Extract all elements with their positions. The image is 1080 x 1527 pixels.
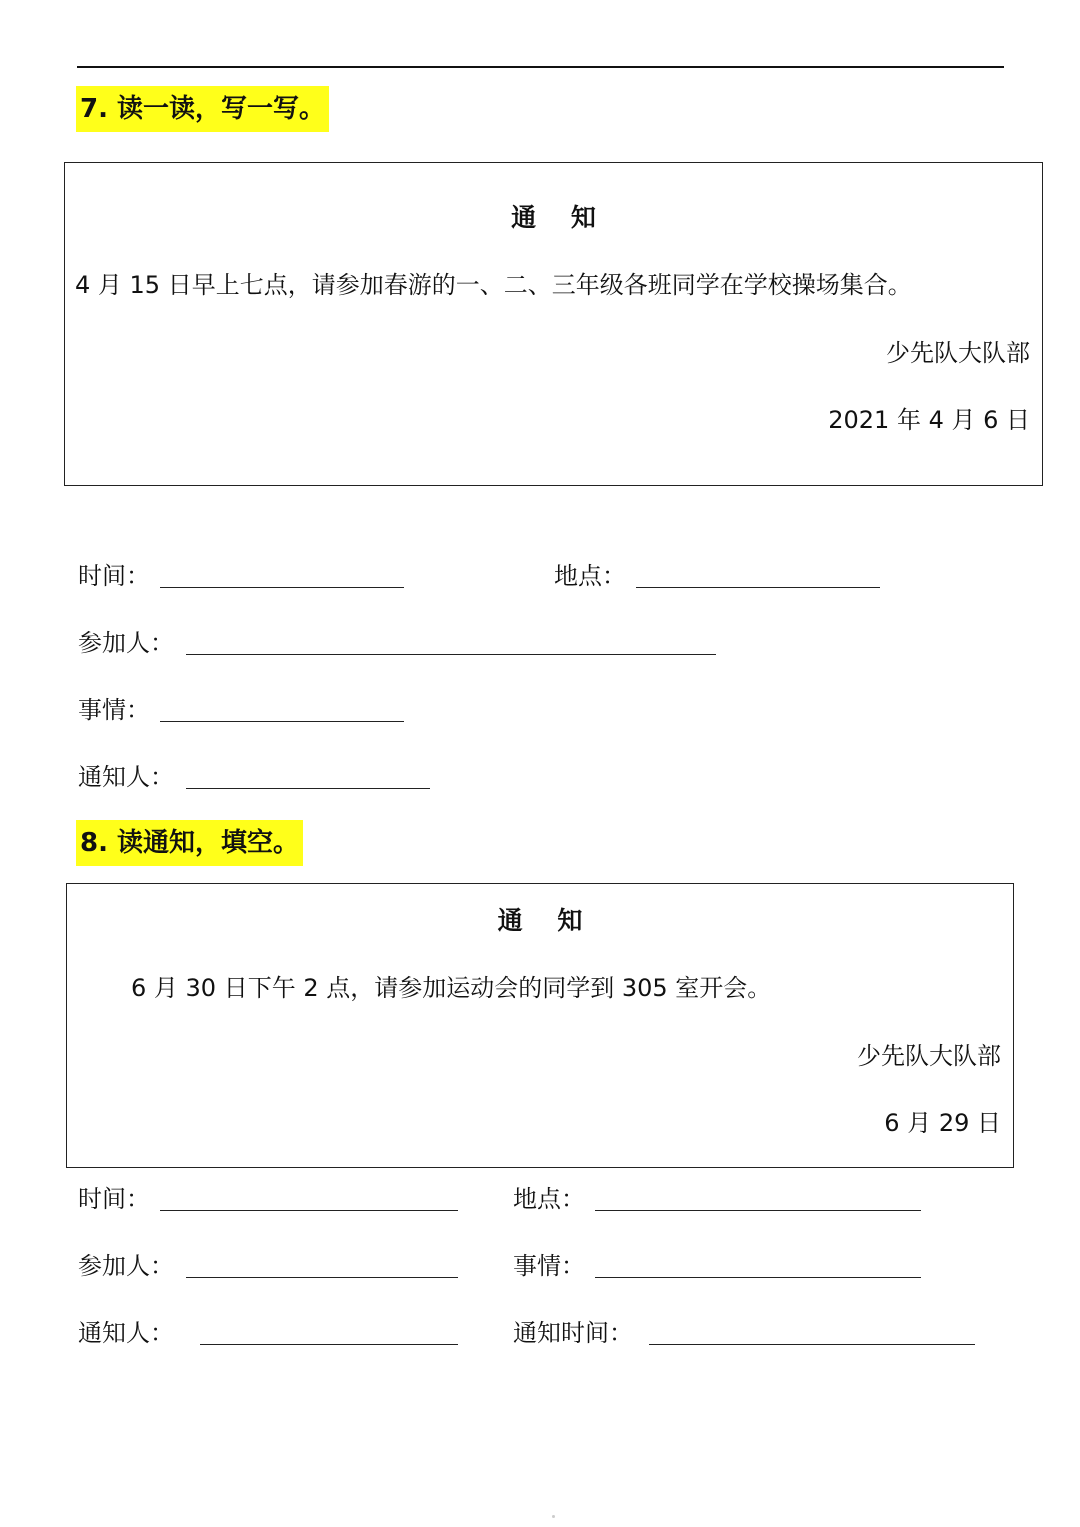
question-7-heading: 7. 读一读，写一写。 <box>76 86 329 132</box>
notice-signer: 少先队大队部 <box>886 339 1030 367</box>
question-7-notice-box <box>64 162 1043 486</box>
notice-body: 4 月 15 日早上七点，请参加春游的一、二、三年级各班同学在学校操场集合。 <box>75 271 912 299</box>
q8-time-blank[interactable] <box>160 1210 458 1211</box>
q8-notice-time-blank[interactable] <box>649 1344 975 1345</box>
question-8-heading: 8. 读通知，填空。 <box>76 820 303 866</box>
q8-participants-blank[interactable] <box>186 1277 458 1278</box>
q8-notice-time-label: 通知时间： <box>513 1319 633 1347</box>
notice-title: 通 知 <box>497 906 583 935</box>
q7-place-blank[interactable] <box>636 587 880 588</box>
q7-place-label: 地点： <box>554 562 626 590</box>
q8-notifier-blank[interactable] <box>200 1344 458 1345</box>
notice-body: 6 月 30 日下午 2 点，请参加运动会的同学到 305 室开会。 <box>131 974 772 1002</box>
q7-notifier-blank[interactable] <box>186 788 430 789</box>
q7-notifier-label: 通知人： <box>78 763 174 791</box>
notice-signer: 少先队大队部 <box>857 1042 1001 1070</box>
q8-place-blank[interactable] <box>595 1210 921 1211</box>
q7-matter-label: 事情： <box>78 696 150 724</box>
q8-place-label: 地点： <box>513 1185 585 1213</box>
question-8-notice-box <box>66 883 1014 1168</box>
q7-time-blank[interactable] <box>160 587 404 588</box>
q8-participants-label: 参加人： <box>78 1252 174 1280</box>
top-divider-line <box>77 66 1004 68</box>
q7-participants-label: 参加人： <box>78 629 174 657</box>
q8-matter-blank[interactable] <box>595 1277 921 1278</box>
notice-date: 2021 年 4 月 6 日 <box>828 406 1030 434</box>
footer-dot <box>552 1515 555 1518</box>
q8-notifier-label: 通知人： <box>78 1319 174 1347</box>
q7-participants-blank[interactable] <box>186 654 716 655</box>
q8-time-label: 时间： <box>78 1185 150 1213</box>
q8-matter-label: 事情： <box>513 1252 585 1280</box>
q7-matter-blank[interactable] <box>160 721 404 722</box>
notice-title: 通 知 <box>511 203 596 232</box>
notice-date: 6 月 29 日 <box>884 1109 1001 1137</box>
q7-time-label: 时间： <box>78 562 150 590</box>
